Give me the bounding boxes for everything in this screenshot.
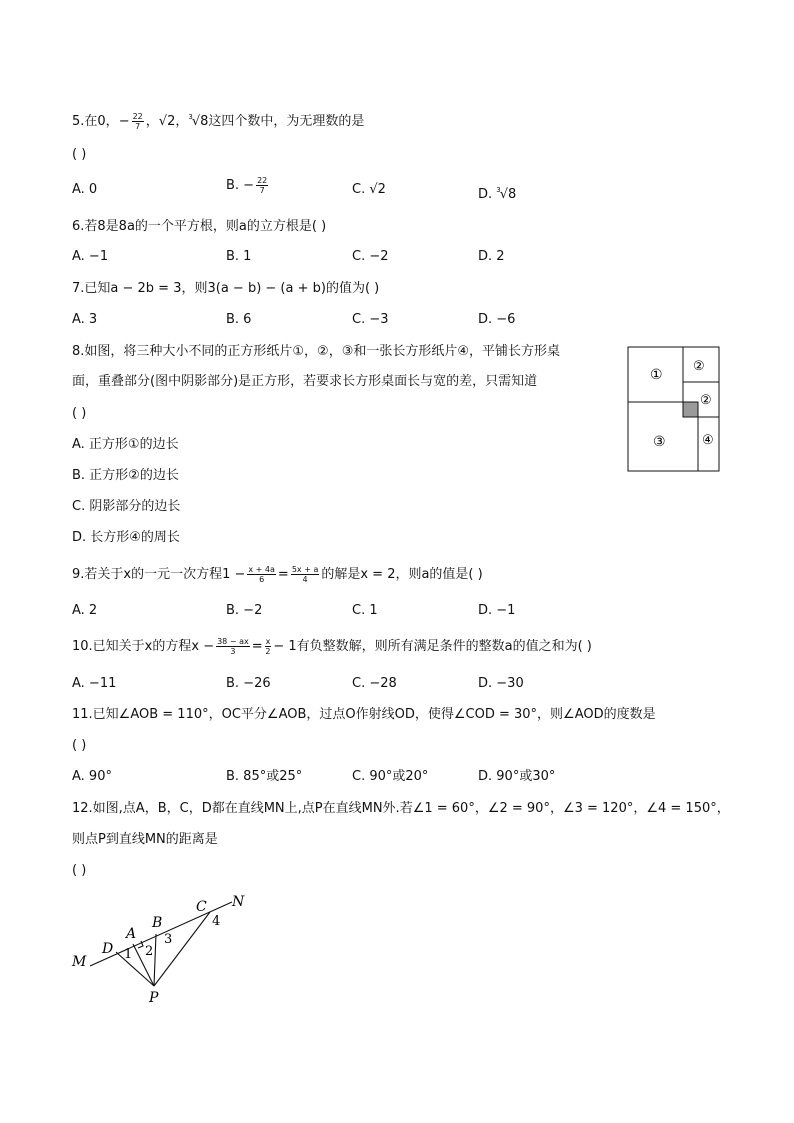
q6-option-d[interactable]: D. 2	[478, 249, 505, 264]
q8-figure	[626, 345, 722, 475]
q7-option-d[interactable]: D. −6	[478, 312, 516, 327]
q9-fraction-2	[291, 565, 320, 584]
q5-option-b-num: 22	[257, 176, 268, 185]
q8-table-outline	[628, 347, 719, 471]
q6-stem: 6.若8是8a的一个平方根，则a的立方根是( )	[72, 219, 327, 234]
q10-fraction-1	[216, 637, 250, 656]
q5-option-b[interactable]	[226, 176, 270, 195]
q8-paren: ( )	[72, 406, 87, 421]
q5-option-d-label: D.	[478, 187, 497, 202]
q9-option-d[interactable]: D. −1	[478, 603, 516, 618]
q7-option-b[interactable]: B. 6	[226, 312, 252, 327]
q9-prefix: 9.若关于x的一元一次方程1 −	[72, 567, 246, 582]
q5-sep1: ，	[145, 114, 159, 129]
q8-label-sq2a: ②	[693, 359, 705, 374]
q5-neg-sign: −	[118, 114, 130, 129]
q9-stem	[72, 565, 483, 584]
q6-option-b[interactable]: B. 1	[226, 249, 252, 264]
q10-f1-num: 38 − ax	[217, 637, 249, 646]
q5-stem	[72, 108, 364, 131]
q9-f1-num: x + 4a	[248, 565, 275, 574]
q10-option-a[interactable]: A. −11	[72, 676, 117, 691]
q10-suffix: − 1有负整数解，则所有满足条件的整数a的值之和为( )	[273, 639, 592, 654]
q5-option-c[interactable]: C. √2	[352, 182, 386, 197]
q9-suffix: 的解是x = 2，则a的值是( )	[321, 567, 483, 582]
q12-label-angle1: 1	[124, 947, 133, 962]
q10-option-d[interactable]: D. −30	[478, 676, 524, 691]
q5-option-a[interactable]: A. 0	[72, 182, 98, 197]
q8-stem-line2: 面，重叠部分(图中阴影部分)是正方形，若要求长方形桌面长与宽的差，只需知道	[72, 374, 538, 389]
q8-label-sq3: ③	[653, 434, 666, 450]
q7-option-a[interactable]: A. 3	[72, 312, 98, 327]
q8-option-b[interactable]: B. 正方形②的边长	[72, 468, 179, 483]
q9-f2-den: 4	[302, 575, 308, 584]
q12-label-N: N	[232, 894, 245, 910]
q8-stem-line1: 8.如图，将三种大小不同的正方形纸片①，②，③和一张长方形纸片④，平铺长方形桌	[72, 344, 561, 359]
q5-option-d[interactable]	[478, 181, 516, 204]
q5-option-d-index: 3	[496, 186, 501, 194]
q10-f2-den: 2	[265, 647, 271, 656]
q7-option-c[interactable]: C. −3	[352, 312, 389, 327]
q12-label-angle4: 4	[212, 914, 221, 929]
q8-label-sq1: ①	[650, 367, 663, 383]
q8-label-sq2b: ②	[700, 393, 712, 408]
q12-label-B: B	[152, 915, 163, 931]
q8-shaded-overlap	[683, 402, 698, 417]
q5-option-b-den: 7	[259, 186, 265, 195]
q12-label-D: D	[102, 941, 114, 957]
q9-option-b[interactable]: B. −2	[226, 603, 263, 618]
q5-fraction	[132, 112, 144, 131]
q11-option-b[interactable]: B. 85°或25°	[226, 769, 303, 784]
q5-option-d-root: √8	[499, 187, 517, 202]
q5-option-b-fraction	[256, 176, 268, 195]
q10-option-c[interactable]: C. −28	[352, 676, 397, 691]
q10-eq: =	[251, 639, 263, 654]
q12-paren: ( )	[72, 863, 87, 878]
q8-option-a[interactable]: A. 正方形①的边长	[72, 437, 179, 452]
q9-f2-num: 5x + a	[291, 565, 319, 574]
q9-option-a[interactable]: A. 2	[72, 603, 98, 618]
q12-label-angle3: 3	[164, 932, 173, 947]
q12-label-C: C	[196, 899, 207, 915]
q11-option-c[interactable]: C. 90°或20°	[352, 769, 429, 784]
q10-fraction-2	[265, 637, 272, 656]
q9-eq: =	[277, 567, 289, 582]
q5-frac-den: 7	[135, 122, 141, 131]
q7-stem: 7.已知a − 2b = 3，则3(a − b) − (a + b)的值为( )	[72, 281, 380, 296]
q8-label-rect4: ④	[702, 433, 714, 448]
q10-option-b[interactable]: B. −26	[226, 676, 271, 691]
q12-label-P: P	[149, 990, 159, 1006]
q10-stem	[72, 637, 592, 656]
q12-stem-line2: 则点P到直线MN的距离是	[72, 832, 218, 847]
q5-option-b-label: B. −	[226, 178, 255, 193]
q11-option-a[interactable]: A. 90°	[72, 769, 112, 784]
q5-sep2: ，	[175, 114, 189, 129]
q8-option-d[interactable]: D. 长方形④的周长	[72, 530, 180, 545]
q9-option-c[interactable]: C. 1	[352, 603, 378, 618]
q5-frac-num: 22	[132, 112, 143, 121]
q12-segment-PB	[154, 934, 156, 986]
q12-stem-line1: 12.如图,点A，B，C，D都在直线MN上,点P在直线MN外.若∠1 = 60°，∠2 = 90°，∠3 = 120°，∠4 = 150°，	[72, 801, 730, 816]
q12-segment-PC	[154, 912, 210, 986]
q8-option-c[interactable]: C. 阴影部分的边长	[72, 499, 181, 514]
q6-option-a[interactable]: A. −1	[72, 249, 109, 264]
q12-label-A: A	[126, 926, 137, 942]
q11-stem: 11.已知∠AOB = 110°，OC平分∠AOB，过点O作射线OD，使得∠COD = 30°，则∠AOD的度数是	[72, 707, 656, 722]
q10-prefix: 10.已知关于x的方程x −	[72, 639, 215, 654]
q12-figure	[70, 890, 260, 1010]
q10-f2-num: x	[265, 637, 271, 646]
q9-f1-den: 6	[259, 575, 265, 584]
q5-paren: ( )	[72, 147, 87, 162]
q5-suffix: 这四个数中，为无理数的是	[208, 114, 365, 129]
q11-option-d[interactable]: D. 90°或30°	[478, 769, 556, 784]
q9-fraction-1	[247, 565, 276, 584]
q5-prefix: 5.在0，	[72, 114, 119, 129]
q5-sqrt2: √2	[158, 114, 176, 129]
q5-cbrt-index: 3	[188, 113, 193, 121]
q6-option-c[interactable]: C. −2	[352, 249, 389, 264]
q5-cbrt: √8	[191, 114, 209, 129]
q12-label-M: M	[72, 954, 87, 970]
q10-f1-den: 3	[230, 647, 236, 656]
q12-label-angle2: 2	[145, 944, 154, 959]
q11-paren: ( )	[72, 738, 87, 753]
